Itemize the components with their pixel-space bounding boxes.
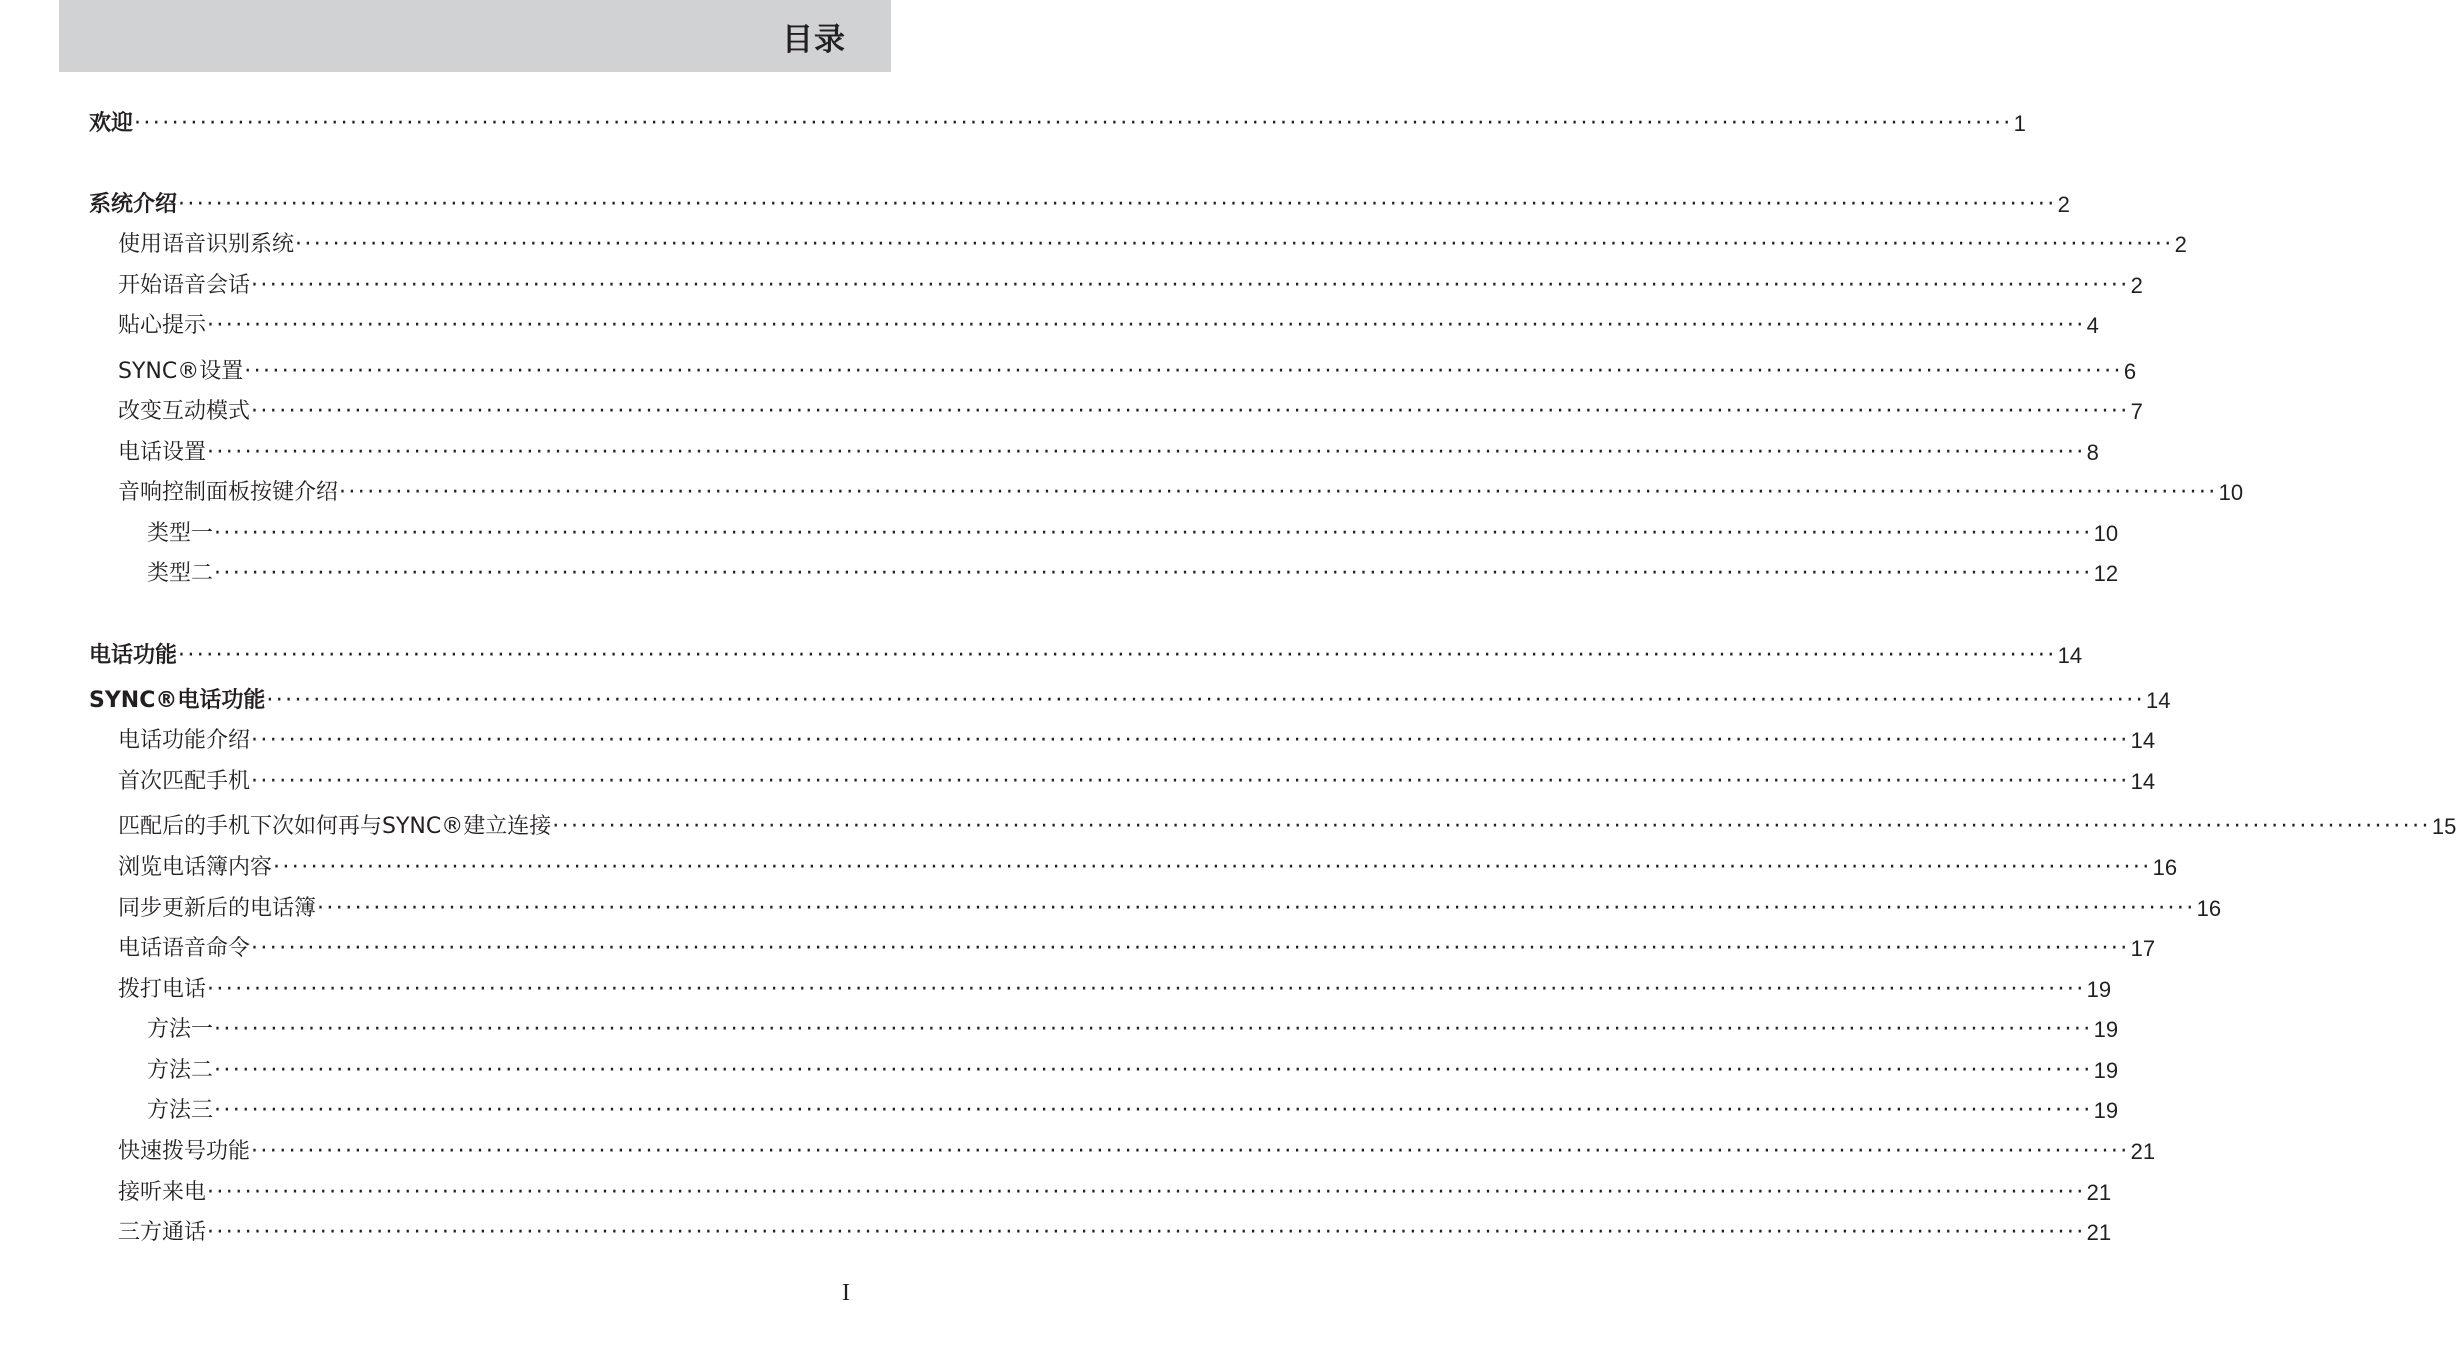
toc-entry-title: 改变互动模式 <box>118 399 251 424</box>
toc-entry-title: 三方通话 <box>118 1220 207 1245</box>
toc-entry[interactable] <box>118 396 2143 428</box>
page-title: 目录 <box>782 22 846 58</box>
toc-entry[interactable] <box>147 1095 2119 1127</box>
toc-entry[interactable] <box>147 1014 2119 1046</box>
toc-entry-title: 拨打电话 <box>118 977 207 1002</box>
dot-leader: ········································································································································································································ <box>251 273 2130 298</box>
toc-entry-page-number: 1 <box>2013 111 2026 136</box>
toc-entry-page-number: 2 <box>2130 273 2143 298</box>
toc-entry[interactable] <box>118 811 2456 843</box>
dot-leader: ········································································································································································································ <box>251 769 2130 794</box>
toc-entry[interactable] <box>118 1136 2156 1168</box>
toc-entry[interactable] <box>89 640 2083 672</box>
toc-entry-title: 首次匹配手机 <box>118 769 251 794</box>
toc-entry[interactable] <box>118 852 2178 884</box>
dot-leader: ········································································································································································································ <box>178 643 2057 668</box>
toc-entry[interactable] <box>118 1177 2112 1209</box>
toc-entry-page-number: 14 <box>2057 643 2083 668</box>
toc-entry[interactable] <box>118 974 2112 1006</box>
toc-entry-title: 电话语音命令 <box>118 936 251 961</box>
toc-entry-title: 方法一 <box>147 1017 214 1042</box>
toc-entry-page-number: 19 <box>2093 1017 2119 1042</box>
page-number: I <box>842 1280 850 1306</box>
dot-leader: ········································································································································································································ <box>273 855 2152 880</box>
toc-entry-page-number: 15 <box>2431 814 2456 839</box>
toc-entry[interactable] <box>118 437 2099 469</box>
toc-entry[interactable] <box>118 893 2222 925</box>
toc-entry-page-number: 21 <box>2086 1220 2112 1245</box>
toc-entry[interactable] <box>147 518 2119 550</box>
toc-entry[interactable] <box>118 725 2156 757</box>
toc-entry-page-number: 19 <box>2093 1098 2119 1123</box>
dot-leader: ········································································································································································································ <box>251 936 2130 961</box>
toc-entry-page-number: 2 <box>2174 232 2187 257</box>
dot-leader: ········································································································································································································ <box>207 313 2086 338</box>
toc-entry[interactable] <box>89 189 2070 221</box>
dot-leader: ········································································································································································································ <box>266 688 2145 713</box>
toc-entry[interactable] <box>118 766 2156 798</box>
toc-entry-title: 方法二 <box>147 1058 214 1083</box>
toc-entry-page-number: 7 <box>2130 399 2143 424</box>
toc-entry-page-number: 8 <box>2086 440 2099 465</box>
toc-entry-page-number: 12 <box>2093 561 2119 586</box>
dot-leader: ········································································································································································································ <box>251 1139 2130 1164</box>
dot-leader: ········································································································································································································ <box>339 480 2218 505</box>
dot-leader: ········································································································································································································ <box>134 111 2013 136</box>
dot-leader: ········································································································································································································ <box>178 192 2057 217</box>
dot-leader: ········································································································································································································ <box>251 728 2130 753</box>
toc-entry-title: 同步更新后的电话簿 <box>118 896 317 921</box>
toc-entry-title: 方法三 <box>147 1098 214 1123</box>
dot-leader: ········································································································································································································ <box>251 399 2130 424</box>
toc-entry[interactable] <box>118 310 2099 342</box>
toc-entry-title: 接听来电 <box>118 1180 207 1205</box>
toc-entry-title: 电话功能 <box>89 643 178 668</box>
toc-entry[interactable] <box>118 1217 2112 1249</box>
dot-leader: ········································································································································································································ <box>207 1220 2086 1245</box>
toc-entry[interactable] <box>89 685 2171 717</box>
toc-entry-title: 开始语音会话 <box>118 273 251 298</box>
dot-leader: ········································································································································································································ <box>214 1058 2093 1083</box>
toc-entry-title: 欢迎 <box>89 111 134 136</box>
toc-entry[interactable] <box>147 1055 2119 1087</box>
dot-leader: ········································································································································································································ <box>552 814 2431 839</box>
toc-entry-page-number: 14 <box>2130 769 2156 794</box>
dot-leader: ········································································································································································································ <box>244 359 2123 384</box>
dot-leader: ········································································································································································································ <box>207 1180 2086 1205</box>
toc-entry-page-number: 2 <box>2057 192 2070 217</box>
toc-entry-title: 浏览电话簿内容 <box>118 855 273 880</box>
toc-entry-title: 音响控制面板按键介绍 <box>118 480 339 505</box>
dot-leader: ········································································································································································································ <box>214 561 2093 586</box>
toc-entry[interactable] <box>118 356 2137 388</box>
toc-entry-page-number: 16 <box>2196 896 2222 921</box>
toc-entry-title: 电话设置 <box>118 440 207 465</box>
toc-entry-title: 贴心提示 <box>118 313 207 338</box>
toc-entry[interactable] <box>89 108 2026 140</box>
toc-entry-title: 使用语音识别系统 <box>118 232 295 257</box>
toc-entry-page-number: 4 <box>2086 313 2099 338</box>
toc-entry[interactable] <box>118 933 2156 965</box>
dot-leader: ········································································································································································································ <box>207 440 2086 465</box>
dot-leader: ········································································································································································································ <box>317 896 2196 921</box>
toc-entry-page-number: 16 <box>2152 855 2178 880</box>
toc-entry-page-number: 21 <box>2086 1180 2112 1205</box>
toc-entry-page-number: 10 <box>2218 480 2244 505</box>
toc-entry-title: SYNC®设置 <box>118 359 244 384</box>
toc-entry-title: SYNC®电话功能 <box>89 688 266 713</box>
toc-entry[interactable] <box>118 270 2143 302</box>
toc-entry-page-number: 10 <box>2093 521 2119 546</box>
toc-entry-page-number: 21 <box>2130 1139 2156 1164</box>
toc-entry[interactable] <box>118 229 2187 261</box>
dot-leader: ········································································································································································································ <box>295 232 2174 257</box>
dot-leader: ········································································································································································································ <box>214 1098 2093 1123</box>
dot-leader: ········································································································································································································ <box>214 1017 2093 1042</box>
header-band <box>59 0 891 72</box>
toc-entry-page-number: 6 <box>2123 359 2137 384</box>
toc-entry-title: 类型一 <box>147 521 214 546</box>
toc-entry-page-number: 17 <box>2130 936 2156 961</box>
dot-leader: ········································································································································································································ <box>207 977 2086 1002</box>
toc-entry-title: 快速拨号功能 <box>118 1139 251 1164</box>
toc-entry-page-number: 19 <box>2086 977 2112 1002</box>
toc-entry-title: 电话功能介绍 <box>118 728 251 753</box>
toc-entry-page-number: 19 <box>2093 1058 2119 1083</box>
dot-leader: ········································································································································································································ <box>214 521 2093 546</box>
toc-entry-title: 系统介绍 <box>89 192 178 217</box>
toc-entry-page-number: 14 <box>2145 688 2171 713</box>
toc-entry-title: 类型二 <box>147 561 214 586</box>
toc-entry[interactable] <box>147 558 2119 590</box>
toc-entry-page-number: 14 <box>2130 728 2156 753</box>
toc-entry[interactable] <box>118 477 2244 509</box>
toc-entry-title: 匹配后的手机下次如何再与SYNC®建立连接 <box>118 814 552 839</box>
